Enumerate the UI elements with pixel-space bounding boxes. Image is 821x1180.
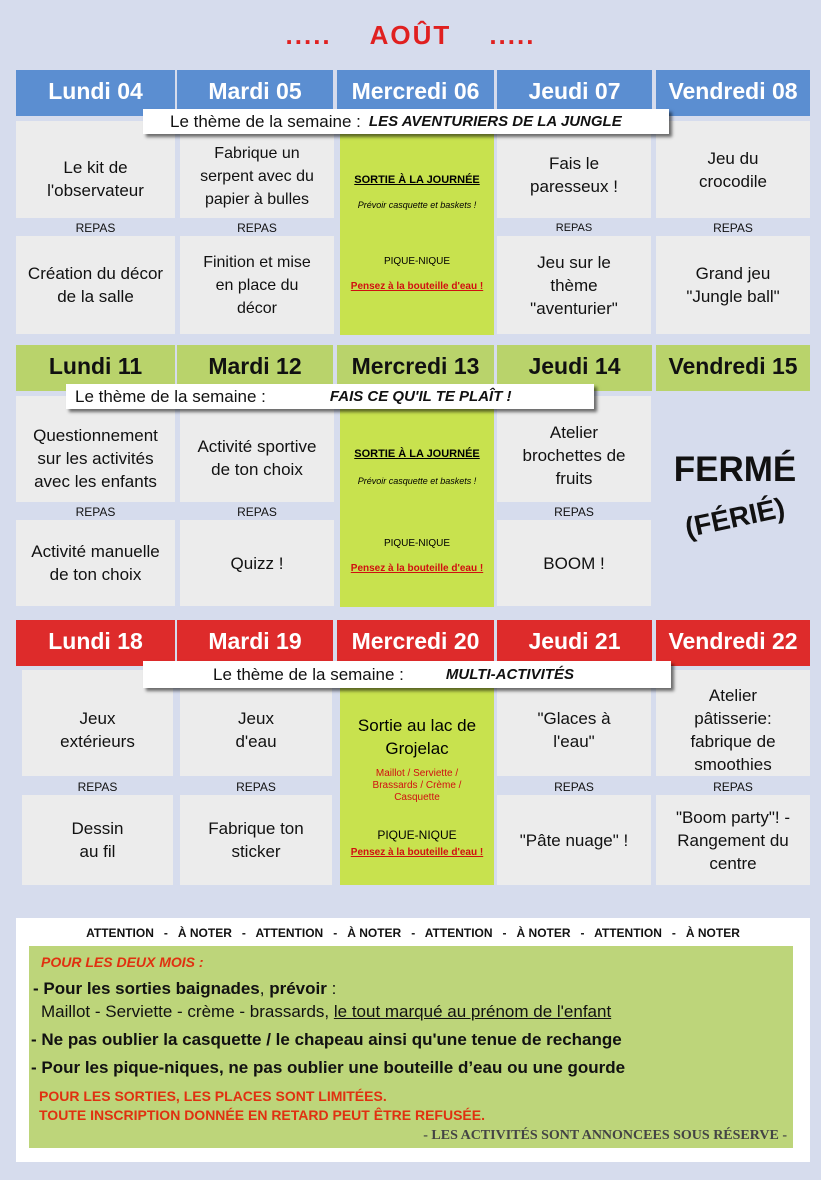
- week-theme-banner: [143, 109, 669, 134]
- water-reminder: Pensez à la bouteille d'eau !: [350, 563, 484, 574]
- closed-label: FERMÉ: [673, 450, 797, 489]
- note-baignades-bold: - Pour les sorties baignades: [33, 979, 260, 998]
- theme-prefix: Le thème de la semaine :: [170, 111, 361, 131]
- activity-mardi-05-pm: Finition et mise en place du décor: [180, 236, 334, 334]
- activity-lundi-04-am: Le kit de l'observateur: [16, 121, 175, 218]
- day-header-vendredi-15: Vendredi 15: [656, 345, 810, 391]
- activity-jeudi-14-pm: BOOM !: [497, 520, 651, 606]
- activity-vendredi-22-am: Atelier pâtisserie: fabrique de smoothies: [656, 670, 810, 776]
- note-colon: :: [326, 979, 337, 998]
- sortie-note: Prévoir casquette et baskets !: [357, 200, 477, 210]
- note-prevoir: prévoir: [269, 979, 327, 998]
- activity-lundi-11-pm: Activité manuelle de ton choix: [16, 520, 175, 606]
- activity-jeudi-07-am: Fais le paresseux !: [497, 121, 651, 218]
- activity-vendredi-08-am: Jeu du crocodile: [656, 121, 810, 218]
- water-reminder: Pensez à la bouteille d'eau !: [350, 847, 484, 858]
- activity-mardi-12-pm: Quizz !: [180, 520, 334, 606]
- activity-mardi-19-am: Jeux d'eau: [180, 670, 332, 776]
- note-late-registration: TOUTE INSCRIPTION DONNÉE EN RETARD PEUT ÊTRE REFUSÉE.: [39, 1107, 485, 1123]
- day-header-mercredi-06: Mercredi 06: [337, 70, 494, 116]
- note-baignades: [33, 979, 336, 999]
- sortie-mercredi-13: [340, 396, 494, 607]
- day-header-vendredi-08: Vendredi 08: [656, 70, 810, 116]
- activity-mardi-19-pm: Fabrique ton sticker: [180, 795, 332, 885]
- activity-vendredi-08-pm: Grand jeu "Jungle ball": [656, 236, 810, 334]
- theme-prefix: Le thème de la semaine :: [75, 386, 266, 406]
- note-limited-places: POUR LES SORTIES, LES PLACES SONT LIMITÉES.: [39, 1088, 387, 1104]
- note-name-marking: le tout marqué au prénom de l'enfant: [333, 1002, 612, 1021]
- day-header-jeudi-14: Jeudi 14: [497, 345, 652, 391]
- holiday-label: (FÉRIÉ): [682, 491, 788, 544]
- day-header-mercredi-13: Mercredi 13: [337, 345, 494, 391]
- theme-value: LES AVENTURIERS DE LA JUNGLE: [368, 113, 622, 130]
- attention-banner: ATTENTION - À NOTER - ATTENTION - À NOTER - ATTENTION - À NOTER - ATTENTION - À NOTER: [86, 926, 740, 940]
- pique-nique-label: PIQUE-NIQUE: [383, 256, 451, 267]
- day-header-mardi-05: Mardi 05: [177, 70, 333, 116]
- activity-jeudi-07-pm: Jeu sur le thème "aventurier": [497, 236, 651, 334]
- week-theme-banner: [143, 661, 671, 688]
- repas-label: REPAS: [75, 221, 116, 235]
- repas-label: REPAS: [713, 780, 753, 794]
- day-header-lundi-11: Lundi 11: [16, 345, 175, 391]
- sortie-mercredi-06: [340, 118, 494, 335]
- pique-nique-label: PIQUE-NIQUE: [383, 538, 451, 549]
- repas-label: REPAS: [237, 505, 277, 519]
- repas-label: REPAS: [77, 780, 118, 794]
- repas-label: REPAS: [554, 505, 594, 519]
- day-header-lundi-18: Lundi 18: [16, 620, 175, 666]
- notes-content: [29, 946, 793, 1148]
- activity-lundi-11-am: Questionnement sur les activités avec les enfants: [16, 396, 175, 502]
- repas-label: REPAS: [555, 222, 593, 234]
- activity-lundi-18-am: Jeux extérieurs: [22, 670, 173, 776]
- note-pique-nique: [31, 1058, 625, 1078]
- activity-jeudi-21-am: "Glaces à l'eau": [497, 670, 651, 776]
- title-dots-right: .....: [489, 20, 536, 50]
- notes-heading: POUR LES DEUX MOIS :: [41, 954, 204, 970]
- repas-label: REPAS: [554, 780, 594, 794]
- sortie-note: Prévoir casquette et baskets !: [357, 476, 477, 486]
- day-header-jeudi-07: Jeudi 07: [497, 70, 652, 116]
- activity-jeudi-14-am: Atelier brochettes de fruits: [497, 396, 651, 502]
- day-header-jeudi-21: Jeudi 21: [497, 620, 652, 666]
- theme-value: FAIS CE QU'IL TE PLAÎT !: [329, 388, 512, 405]
- notes-footer: - LES ACTIVITÉS SONT ANNONCEES SOUS RÉSERVE -: [423, 1128, 787, 1143]
- repas-label: REPAS: [237, 221, 277, 235]
- activity-lundi-18-pm: Dessin au fil: [22, 795, 173, 885]
- sortie-mercredi-20: [340, 670, 494, 885]
- theme-value: MULTI-ACTIVITÉS: [445, 666, 574, 683]
- sortie-title: SORTIE À LA JOURNÉE: [354, 174, 480, 186]
- note-equipment-list: Maillot - Serviette - crème - brassards,: [41, 1002, 334, 1021]
- repas-label: REPAS: [713, 221, 753, 235]
- day-header-mardi-12: Mardi 12: [177, 345, 333, 391]
- activity-jeudi-21-pm: "Pâte nuage" !: [497, 795, 651, 885]
- note-equipment: [41, 1002, 611, 1022]
- note-bottle: , ne pas oublier une bouteille d’eau ou une gourde: [218, 1058, 626, 1077]
- water-reminder: Pensez à la bouteille d'eau !: [350, 281, 484, 292]
- pique-nique-label: PIQUE-NIQUE: [377, 828, 457, 842]
- theme-prefix: Le thème de la semaine :: [213, 664, 404, 684]
- week-theme-banner: [66, 384, 594, 409]
- day-header-mercredi-20: Mercredi 20: [337, 620, 494, 666]
- day-header-vendredi-22: Vendredi 22: [656, 620, 810, 666]
- repas-label: REPAS: [236, 780, 276, 794]
- title-dots-left: .....: [285, 20, 332, 50]
- note-pique-nique-bold: - Pour les pique-niques: [31, 1058, 219, 1077]
- activity-mardi-05-am: Fabrique un serpent avec du papier à bulles: [180, 121, 334, 218]
- activity-mardi-12-am: Activité sportive de ton choix: [180, 396, 334, 502]
- month-title: [0, 20, 821, 51]
- month-name: AOÛT: [369, 20, 452, 50]
- sortie-lake-note: Maillot / Serviette / Brassards / Crème / Casquette: [372, 768, 462, 803]
- activity-vendredi-22-pm: "Boom party"! - Rangement du centre: [656, 795, 810, 885]
- day-header-lundi-04: Lundi 04: [16, 70, 175, 116]
- sortie-lake-title: Sortie au lac de Grojelac: [357, 716, 477, 758]
- day-header-mardi-19: Mardi 19: [177, 620, 333, 666]
- sortie-title: SORTIE À LA JOURNÉE: [354, 448, 480, 460]
- note-sep: ,: [259, 979, 270, 998]
- note-casquette: - Ne pas oublier la casquette / le chapeau ainsi qu'une tenue de rechange: [31, 1030, 622, 1049]
- activity-lundi-04-pm: Création du décor de la salle: [16, 236, 175, 334]
- repas-label: REPAS: [75, 505, 116, 519]
